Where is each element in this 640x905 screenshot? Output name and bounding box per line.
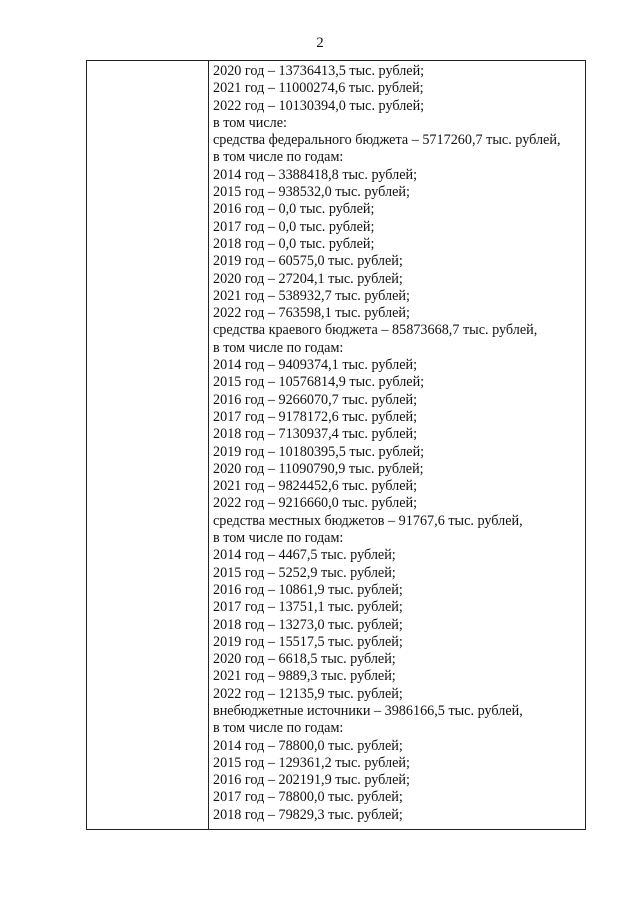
- funding-line: 2019 год – 15517,5 тыс. рублей;: [213, 633, 403, 650]
- funding-line: 2015 год – 5252,9 тыс. рублей;: [213, 564, 396, 581]
- funding-line: 2018 год – 79829,3 тыс. рублей;: [213, 806, 403, 823]
- funding-line: 2016 год – 9266070,7 тыс. рублей;: [213, 391, 418, 408]
- funding-line: 2014 год – 4467,5 тыс. рублей;: [213, 547, 396, 564]
- funding-line: 2014 год – 3388418,8 тыс. рублей;: [213, 166, 418, 183]
- funding-line: 2015 год – 129361,2 тыс. рублей;: [213, 754, 410, 771]
- funding-line: 2014 год – 9409374,1 тыс. рублей;: [213, 357, 418, 374]
- funding-line: 2019 год – 60575,0 тыс. рублей;: [213, 253, 403, 270]
- funding-line: в том числе по годам:: [213, 339, 344, 356]
- funding-line: средства федерального бюджета – 5717260,7 тыс. рублей,: [213, 132, 561, 149]
- funding-line: в том числе:: [213, 114, 287, 131]
- funding-line: 2017 год – 13751,1 тыс. рублей;: [213, 599, 403, 616]
- funding-line: 2017 год – 9178172,6 тыс. рублей;: [213, 408, 418, 425]
- funding-line: 2018 год – 13273,0 тыс. рублей;: [213, 616, 403, 633]
- funding-line: 2020 год – 13736413,5 тыс. рублей;: [213, 63, 425, 79]
- funding-line: средства местных бюджетов – 91767,6 тыс. рублей,: [213, 512, 523, 529]
- funding-line: 2016 год – 10861,9 тыс. рублей;: [213, 581, 403, 598]
- column-divider: [208, 61, 209, 829]
- funding-line: 2021 год – 11000274,6 тыс. рублей;: [213, 80, 424, 97]
- funding-lines-list: [213, 63, 583, 824]
- funding-line: 2018 год – 7130937,4 тыс. рублей;: [213, 426, 418, 443]
- funding-line: 2019 год – 10180395,5 тыс. рублей;: [213, 443, 425, 460]
- funding-line: внебюджетные источники – 3986166,5 тыс. рублей,: [213, 702, 523, 719]
- funding-line: 2020 год – 11090790,9 тыс. рублей;: [213, 460, 424, 477]
- funding-line: 2020 год – 6618,5 тыс. рублей;: [213, 651, 396, 668]
- funding-line: 2018 год – 0,0 тыс. рублей;: [213, 235, 375, 252]
- funding-line: 2021 год – 9889,3 тыс. рублей;: [213, 668, 396, 685]
- funding-line: 2015 год – 10576814,9 тыс. рублей;: [213, 374, 425, 391]
- funding-line: в том числе по годам:: [213, 149, 344, 166]
- funding-line: 2020 год – 27204,1 тыс. рублей;: [213, 270, 403, 287]
- funding-table: [86, 60, 586, 830]
- page-number: 2: [316, 35, 324, 51]
- funding-line: 2022 год – 10130394,0 тыс. рублей;: [213, 97, 425, 114]
- funding-line: 2016 год – 202191,9 тыс. рублей;: [213, 772, 410, 789]
- funding-line: 2017 год – 0,0 тыс. рублей;: [213, 218, 375, 235]
- funding-line: 2017 год – 78800,0 тыс. рублей;: [213, 789, 403, 806]
- funding-line: в том числе по годам:: [213, 530, 344, 547]
- funding-line: 2022 год – 9216660,0 тыс. рублей;: [213, 495, 418, 512]
- funding-line: 2016 год – 0,0 тыс. рублей;: [213, 201, 375, 218]
- funding-line: в том числе по годам:: [213, 720, 344, 737]
- funding-line: 2021 год – 538932,7 тыс. рублей;: [213, 287, 410, 304]
- funding-line: 2015 год – 938532,0 тыс. рублей;: [213, 184, 410, 201]
- funding-line: средства краевого бюджета – 85873668,7 тыс. рублей,: [213, 322, 538, 339]
- funding-line: 2021 год – 9824452,6 тыс. рублей;: [213, 478, 418, 495]
- funding-line: 2022 год – 763598,1 тыс. рублей;: [213, 305, 410, 322]
- funding-line: 2022 год – 12135,9 тыс. рублей;: [213, 685, 403, 702]
- funding-line: 2014 год – 78800,0 тыс. рублей;: [213, 737, 403, 754]
